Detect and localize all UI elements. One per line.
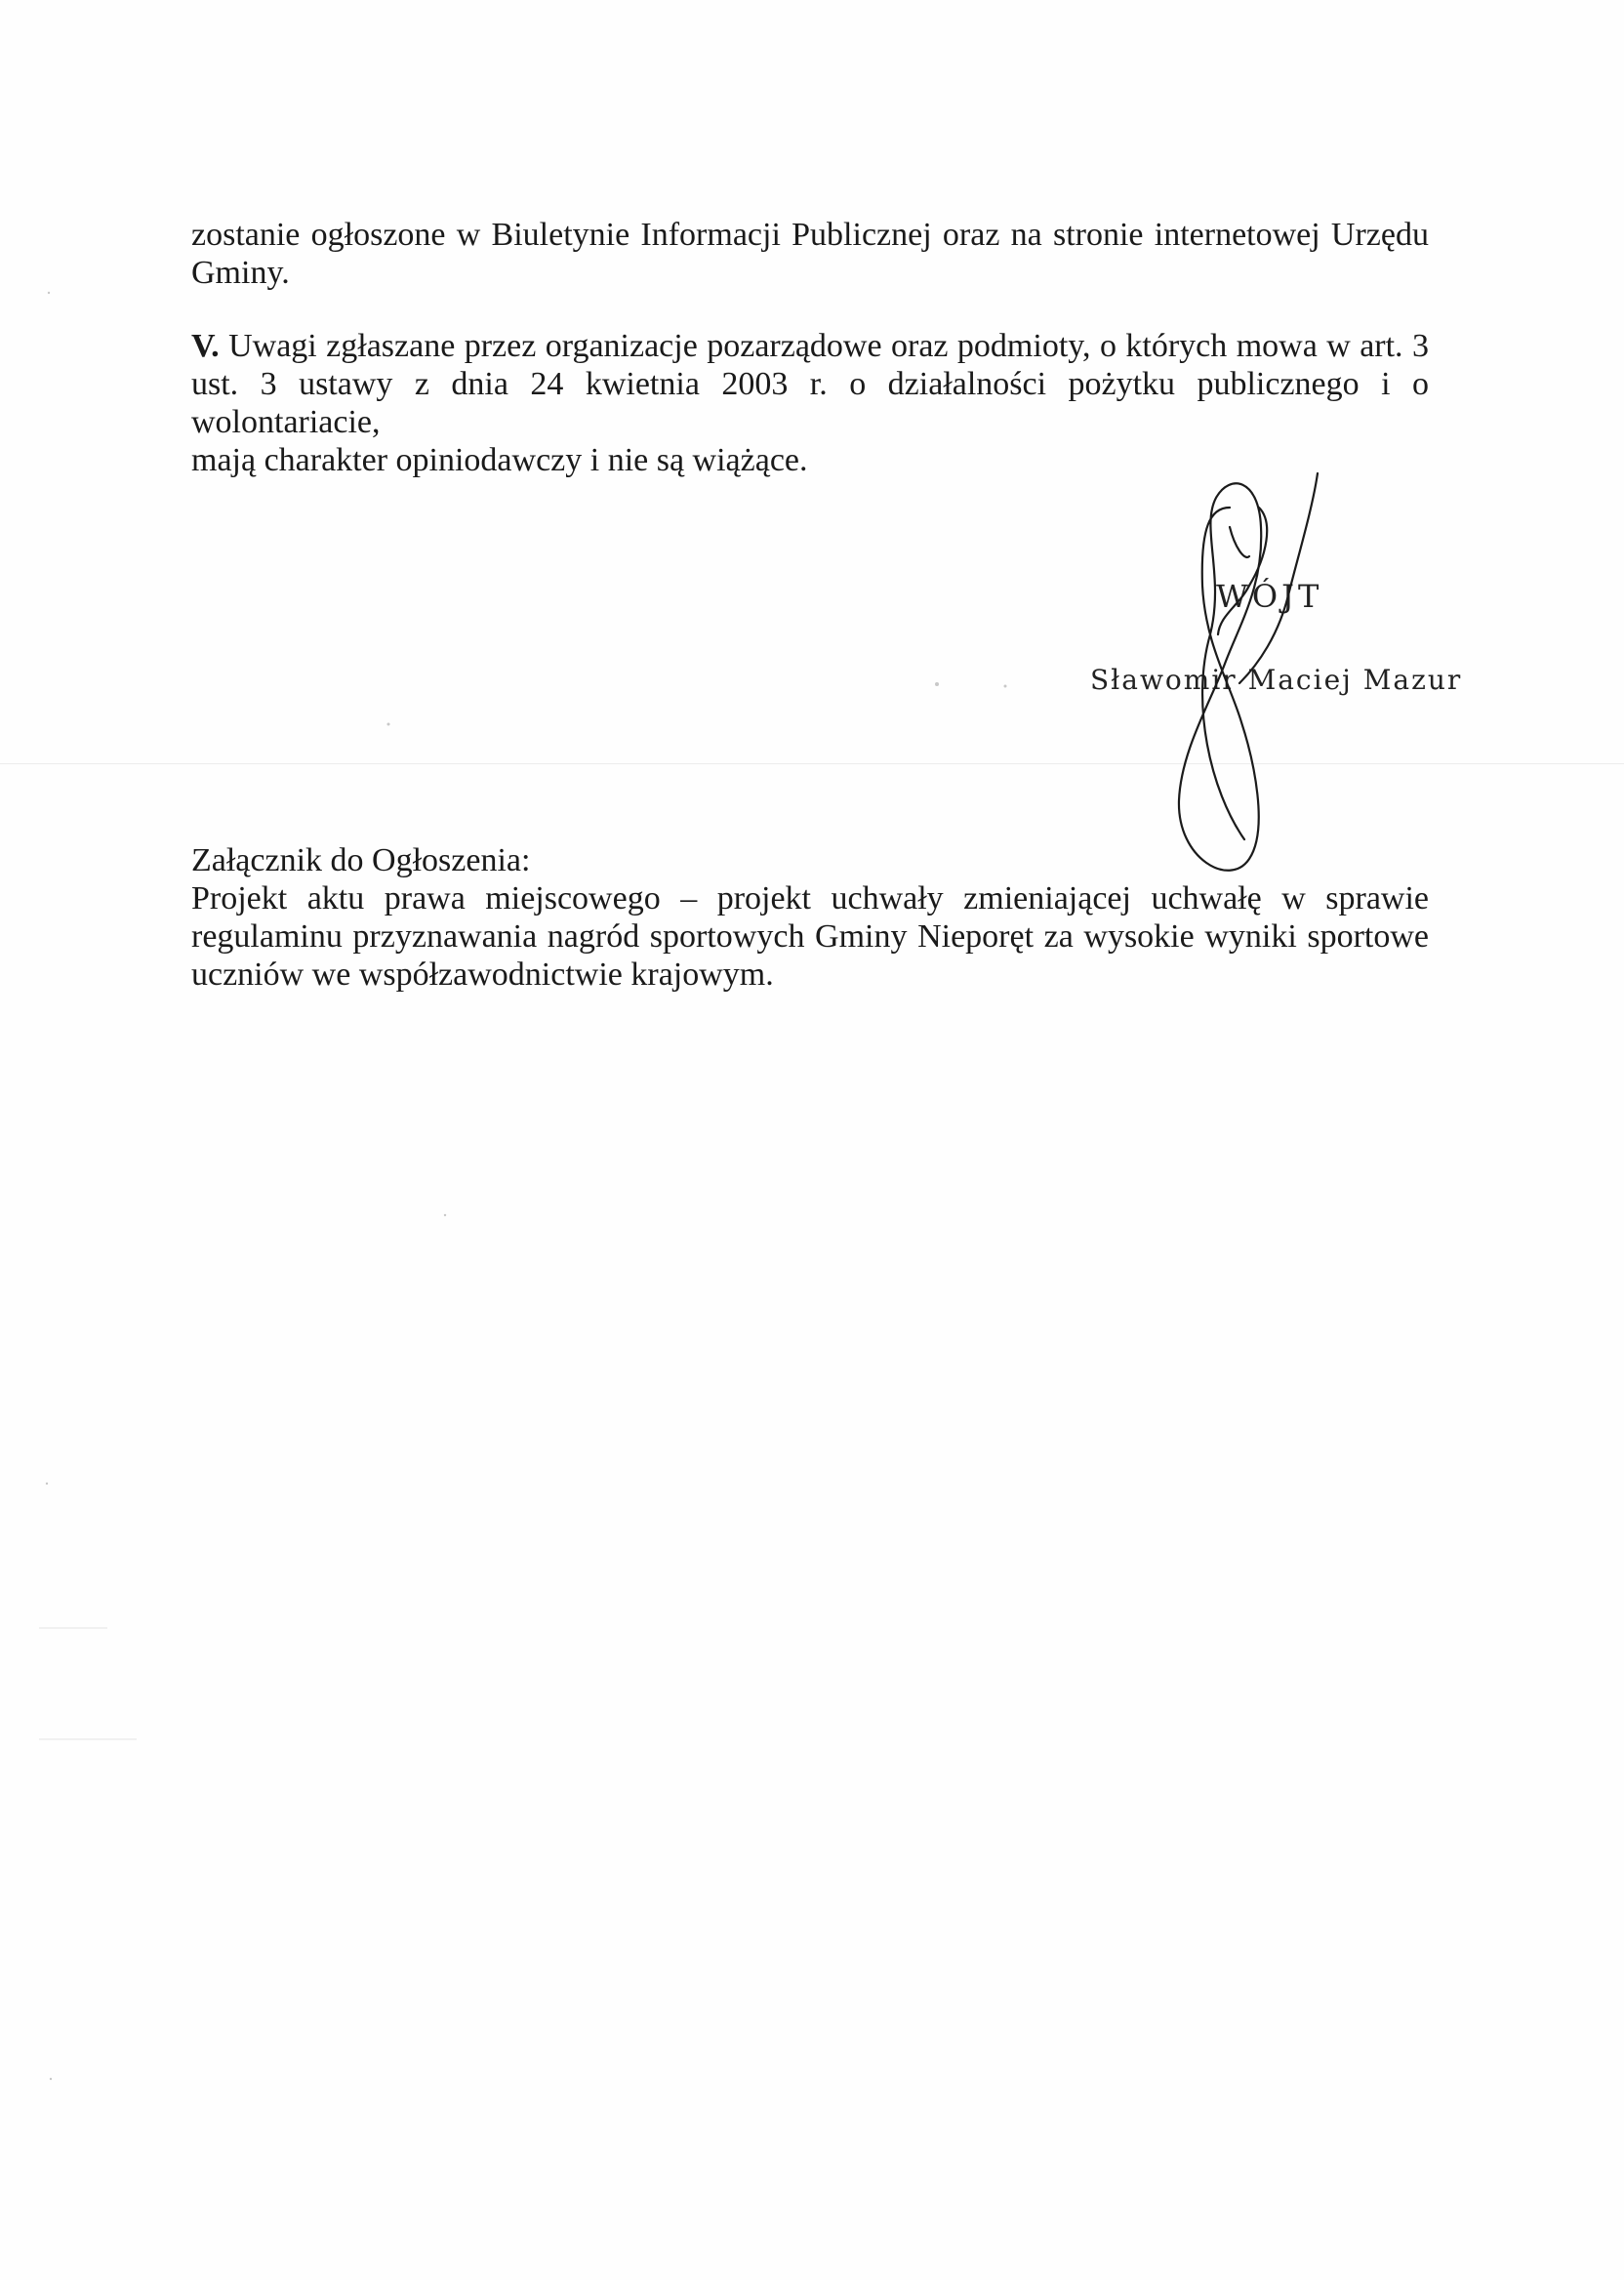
text-line: Projekt aktu prawa miejscowego – projekt uchwały zmieniającej uchwałę w sprawie <box>191 880 1429 916</box>
text-line: zostanie ogłoszone w Biuletynie Informacji Publicznej oraz na stronie internetowej Urzędu <box>191 217 1429 253</box>
text-line: Gminy. <box>191 255 290 291</box>
scan-fold-line <box>0 763 1624 764</box>
paragraph-announcement <box>191 216 1429 292</box>
text-line: mają charakter opiniodawczy i nie są wiążące. <box>191 442 808 478</box>
handwritten-signature <box>1152 468 1337 898</box>
stamp-title: WÓJT <box>1216 578 1323 615</box>
stamp-name: Sławomir Maciej Mazur <box>1090 664 1463 696</box>
section-text: Uwagi zgłaszane przez organizacje pozarządowe oraz podmioty, o których mowa w art. 3 <box>219 328 1429 364</box>
attachment-heading: Załącznik do Ogłoszenia: <box>191 842 531 878</box>
section-v <box>191 327 1429 479</box>
text-line: uczniów we współzawodnictwie krajowym. <box>191 957 774 993</box>
section-number: V. <box>191 328 220 364</box>
text-line: ust. 3 ustawy z dnia 24 kwietnia 2003 r. o działalności pożytku publicznego i o wolontariacie, <box>191 366 1429 440</box>
text-line: regulaminu przyznawania nagród sportowych Gminy Nieporęt za wysokie wyniki sportowe <box>191 918 1429 955</box>
text-line <box>191 327 1429 365</box>
attachment-section <box>191 841 1429 994</box>
